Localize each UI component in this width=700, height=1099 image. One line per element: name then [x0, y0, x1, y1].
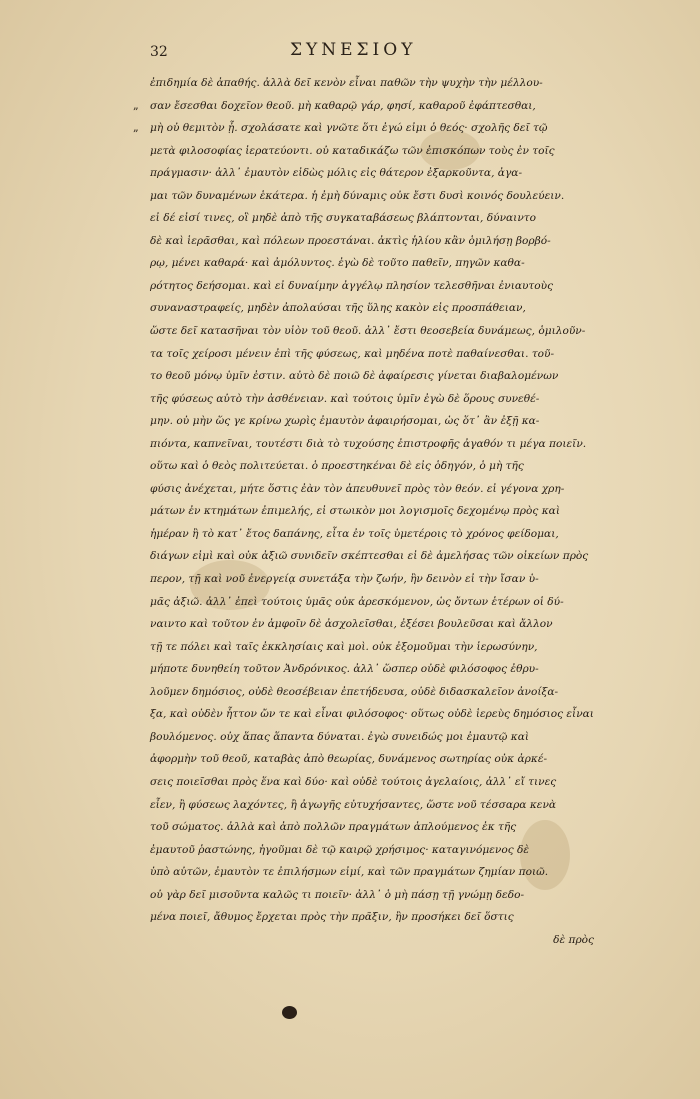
line-text: δὲ πρὸς [553, 933, 594, 946]
text-line [150, 230, 600, 253]
line-text: ἡμέραν ἢ τὸ κατ᾽ ἔτος δαπάνης, εἶτα ἐν τοῖς ὑμετέροις τὸ χρόνος φείδομαι, [150, 527, 559, 540]
text-line [150, 613, 600, 636]
text-line [150, 388, 600, 411]
line-text: τα τοῖς χείροσι μένειν ἐπὶ τῆς φύσεως, καὶ μηδένα ποτὲ παθαίνεσθαι. τοῦ- [150, 347, 555, 360]
text-line [150, 861, 600, 884]
line-text: πράγμασιν· ἀλλ᾽ ἐμαυτὸν εἰδὼς μόλις εἰς θάτερον ἐξαρκοῦντα, ἀγα- [150, 167, 523, 180]
text-line [150, 433, 600, 456]
line-text: μὴ οὐ θεμιτὸν ᾖ. σχολάσατε καὶ γνῶτε ὅτι ἐγώ εἰμι ὁ θεός· σχολῆς δεῖ τῷ [150, 122, 548, 135]
text-line [150, 545, 600, 568]
text-line [150, 455, 600, 478]
text-line [150, 884, 600, 907]
text-line [150, 658, 600, 681]
line-text: εἰ δέ εἰσί τινες, οἳ μηδὲ ἀπὸ τῆς συγκαταβάσεως βλάπτονται, δύναιντο [150, 212, 536, 225]
line-text: ἀφορμὴν τοῦ θεοῦ, καταβὰς ἀπὸ θεωρίας, δυνάμενος σωτηρίας οὐκ ἀρκέ- [150, 753, 548, 766]
text-line [150, 275, 600, 298]
text-body [133, 72, 600, 951]
text-line [150, 906, 600, 929]
line-text: μένα ποιεῖ, ἄθυμος ἔρχεται πρὸς τὴν πρᾶξιν, ἣν προσήκει δεῖ ὅστις [150, 911, 514, 924]
text-line [150, 162, 600, 185]
line-text: περον, τῇ καὶ νοῦ ἐνεργείᾳ συνετάξα τὴν ζωήν, ἣν δεινὸν εἰ τὴν ἴσαν ὑ- [150, 573, 539, 586]
text-line [150, 252, 600, 275]
page-header [150, 40, 610, 70]
text-line [150, 726, 600, 749]
line-text: ρῳ, μένει καθαρά· καὶ ἀμόλυντος. ἐγὼ δὲ τοῦτο παθεῖν, πηγῶν καθα- [150, 257, 525, 270]
line-text: τῆς φύσεως αὐτὸ τὴν ἀσθένειαν. καὶ τούτοις ὑμῖν ἐγὼ δὲ ὅρους συνεθέ- [150, 392, 540, 405]
line-text: σεις ποιεῖσθαι πρὸς ἕνα καὶ δύο· καὶ οὐδὲ τούτοις ἀγελαίοις, ἀλλ᾽ εἴ τινες [150, 775, 557, 788]
text-line [150, 410, 600, 433]
quotation-marker: „ [133, 98, 139, 112]
line-text: πιόντα, καπνεῖναι, τουτέστι διὰ τὸ τυχούσης ἐπιστροφῆς ἀγαθόν τι μέγα ποιεῖν. [150, 437, 587, 450]
line-text: ρότητος δεήσομαι. καὶ εἰ δυναίμην ἀγγέλῳ πλησίον τελεσθῆναι ἐνιαυτοὺς [150, 279, 554, 292]
line-text: ὥστε δεῖ κατασῆναι τὸν υἱὸν τοῦ θεοῦ. ἀλλ᾽ ἔστι θεοσεβεία δυνάμεως, ὁμιλοῦν- [150, 325, 586, 338]
line-text: οὕτω καὶ ὁ θεὸς πολιτεύεται. ὁ προεστηκέναι δὲ εἰς ὁδηγόν, ὁ μὴ τῆς [150, 460, 524, 473]
text-line [150, 794, 600, 817]
line-text: συναναστραφείς, μηδὲν ἀπολαύσαι τῆς ὕλης κακὸν εἰς προσπάθειαν, [150, 302, 526, 315]
line-text: το θεοῦ μόνῳ ὑμῖν ἐστιν. αὐτὸ δὲ ποιῶ δὲ ἀφαίρεσις γίνεται διαβαλομένων [150, 370, 559, 383]
line-text: σαν ἔσεσθαι δοχεῖον θεοῦ. μὴ καθαρῷ γάρ, φησί, καθαροῦ ἐφάπτεσθαι, [150, 99, 536, 112]
text-line [150, 568, 600, 591]
line-text: μην. οὐ μὴν ὥς γε κρίνω χωρὶς ἐμαυτὸν ἀφαιρήσομαι, ὡς ὅτ᾽ ἂν ἐξῇ κα- [150, 415, 540, 428]
text-line [150, 207, 600, 230]
line-text: λοῦμεν δημόσιος, οὐδὲ θεοσέβειαν ἐπετήδευσα, οὐδὲ διδασκαλεῖον ἀνοίξα- [150, 685, 559, 698]
line-text: ὑπὸ αὐτῶν, ἐμαυτὸν τε ἐπιλήσμων εἰμί, καὶ τῶν πραγμάτων ζημίαν ποιῶ. [150, 866, 549, 879]
text-line [150, 297, 600, 320]
text-line [150, 771, 600, 794]
line-text: μήποτε δυνηθείη τοῦτον Ἀνδρόνικος. ἀλλ᾽ ὥσπερ οὐδὲ φιλόσοφος ἐθρυ- [150, 663, 539, 676]
running-head: ΣΥΝΕΣΙΟΥ [290, 40, 417, 60]
line-text: τῇ τε πόλει καὶ ταῖς ἐκκλησίαις καὶ μοὶ. οὐκ ἐξομοῦμαι τὴν ἱερωσύνην, [150, 640, 538, 653]
text-line [150, 929, 600, 952]
text-line [150, 816, 600, 839]
quotation-marker: „ [133, 121, 139, 135]
text-line [150, 343, 600, 366]
line-text: μάτων ἐν κτημάτων ἐπιμελής, εἰ στωικὸν μοι λογισμοῖς δεχομένῳ πρὸς καὶ [150, 505, 560, 518]
line-text: μαι τῶν δυναμένων ἑκάτερα. ἡ ἐμὴ δύναμις οὐκ ἔστι δυσὶ κοινός δουλεύειν. [150, 189, 565, 202]
text-line [150, 839, 600, 862]
line-text: μᾶς ἀξιῶ. ἀλλ᾽ ἐπεὶ τούτοις ὑμᾶς οὐκ ἀρεσκόμενον, ὡς ὄντων ἑτέρων οἱ δύ- [150, 595, 564, 608]
line-text: διάγων εἰμὶ καὶ οὐκ ἀξιῶ συνιδεῖν σκέπτεσθαι εἰ δὲ ἀμελήσας τῶν οἰκείων πρὸς [150, 550, 589, 563]
text-line [150, 748, 600, 771]
ink-blot [282, 1006, 297, 1019]
text-line [150, 681, 600, 704]
text-line [133, 117, 600, 140]
line-text: ἐπιδημία δὲ ἀπαθής. ἀλλὰ δεῖ κενὸν εἶναι παθῶν τὴν ψυχὴν τὴν μέλλου- [150, 77, 543, 89]
line-text: ἐμαυτοῦ ῥαστώνης, ἡγοῦμαι δὲ τῷ καιρῷ χρήσιμος· καταγινόμενος δὲ [150, 843, 530, 856]
text-line [150, 523, 600, 546]
line-text: φύσις ἀνέχεται, μήτε ὅστις ἐὰν τὸν ἀπευθυνεῖ πρὸς τὸν θεόν. εἰ γέγονα χρη- [150, 482, 565, 495]
text-line [150, 140, 600, 163]
line-text: ξα, καὶ οὐδὲν ἧττον ὤν τε καὶ εἶναι φιλόσοφος· οὕτως οὐδὲ ἱερεὺς δημόσιος εἶναι [150, 708, 594, 721]
line-text: δὲ καὶ ἱερᾶσθαι, καὶ πόλεων προεστάναι. ἀκτὶς ἡλίου κἂν ὁμιλήσῃ βορβό- [150, 234, 551, 247]
text-line [150, 703, 600, 726]
line-text: οὐ γὰρ δεῖ μισοῦντα καλῶς τι ποιεῖν· ἀλλ᾽ ὁ μὴ πάσῃ τῇ γνώμῃ δεδο- [150, 888, 525, 901]
text-line [150, 185, 600, 208]
text-line [150, 500, 600, 523]
text-line [150, 636, 600, 659]
text-line [150, 320, 600, 343]
page-number: 32 [150, 44, 168, 60]
line-text: βουλόμενος. οὐχ ἅπας ἅπαντα δύναται. ἐγὼ συνειδώς μοι ἐμαυτῷ καὶ [150, 730, 530, 743]
line-text: τοῦ σώματος. ἀλλὰ καὶ ἀπὸ πολλῶν πραγμάτων ἁπλούμενος ἐκ τῆς [150, 821, 517, 834]
text-line [150, 365, 600, 388]
text-line [150, 478, 600, 501]
text-line [150, 72, 600, 95]
line-text: μετὰ φιλοσοφίας ἱερατεύοντι. οὐ καταδικάζω τῶν ἐπισκόπων τοὺς ἐν τοῖς [150, 144, 555, 157]
text-line [150, 591, 600, 614]
text-line [133, 95, 600, 118]
line-text: εἶεν, ἢ φύσεως λαχόντες, ἢ ἀγωγῆς εὐτυχήσαντες, ὥστε νοῦ τέσσαρα κενὰ [150, 798, 557, 811]
line-text: ναιντο καὶ τοῦτον ἐν ἀμφοῖν δὲ ἀσχολεῖσθαι, ἐξέσει βουλεῦσαι καὶ ἄλλον [150, 618, 553, 631]
